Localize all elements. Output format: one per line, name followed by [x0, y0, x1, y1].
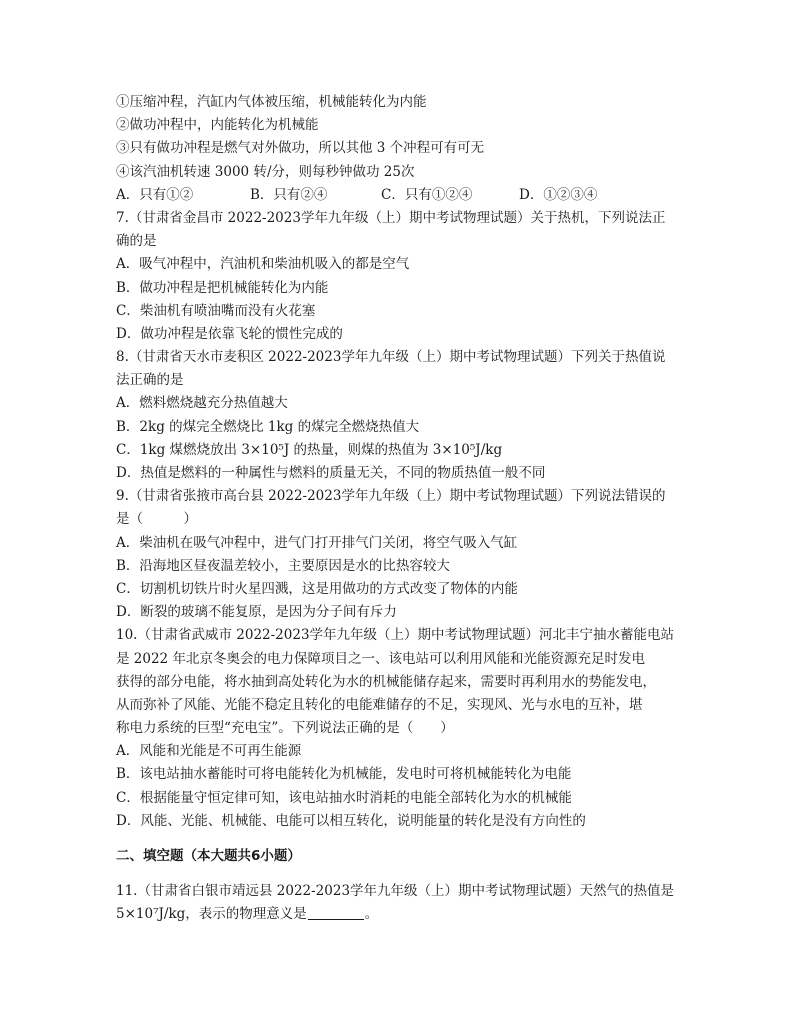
q6-statement-2: ②做功冲程中，内能转化为机械能: [116, 117, 319, 134]
q8-option-b: B．2kg 的煤完全燃烧比 1kg 的煤完全燃烧热值大: [116, 418, 420, 435]
q9-stem-line-2: 是（ ）: [116, 511, 197, 528]
question-9: [116, 485, 676, 624]
q10-option-d: D．风能、光能、机械能、电能可以相互转化，说明能量的转化是没有方向性的: [116, 812, 586, 829]
q9-option-b: B．沿海地区昼夜温差较小，主要原因是水的比热容较大: [116, 557, 450, 574]
question-7: [116, 207, 676, 346]
q6-option-c: C．只有①②④: [381, 186, 473, 203]
question-content: [116, 91, 676, 926]
q10-stem-line-4: 从而弥补了风能、光能不稳定且转化的电能难储存的不足，实现风、光与水电的互补，堪: [116, 696, 643, 713]
q11-stem-line-1: 11.（甘肃省白银市靖远县 2022-2023学年九年级（上）期中考试物理试题）天然气的热值是: [116, 883, 675, 899]
question-6: [116, 91, 676, 207]
q9-stem-line-1: 9.（甘肃省张掖市高台县 2022-2023学年九年级（上）期中考试物理试题）下列说法错误的: [116, 488, 666, 505]
q8-option-c: C．1kg 煤燃烧放出 3×10⁵J 的热量，则煤的热值为 3×10⁵J/kg: [116, 441, 503, 458]
q6-option-a: A．只有①②: [116, 186, 194, 203]
q8-option-d: D．热值是燃料的一种属性与燃料的质量无关，不同的物质热值一般不同: [116, 465, 546, 481]
q11-stem-end: 。: [364, 906, 379, 923]
q6-option-d: D．①②③④: [519, 186, 598, 203]
q8-stem-line-1: 8.（甘肃省天水市麦积区 2022-2023学年九年级（上）期中考试物理试题）下列关于热值说: [116, 349, 666, 366]
q10-stem-line-3: 获得的部分电能，将水抽到高处转化为水的机械能储存起来，需要时再利用水的势能发电，: [116, 673, 656, 690]
q10-stem-line-2: 是 2022 年北京冬奥会的电力保障项目之一、该电站可以利用风能和光能资源充足时发电: [116, 650, 645, 667]
q10-option-a: A．风能和光能是不可再生能源: [116, 743, 302, 760]
q9-option-d: D．断裂的玻璃不能复原，是因为分子间有斥力: [116, 604, 397, 621]
q9-option-a: A．柴油机在吸气冲程中，进气门打开排气门关闭，将空气吸入气缸: [116, 534, 518, 551]
q11-answer-blank[interactable]: [308, 905, 364, 920]
q8-stem-line-2: 法正确的是: [116, 372, 184, 389]
q10-stem-line-5: 称电力系统的巨型“充电宝”。下列说法正确的是（ ）: [116, 720, 454, 737]
q11-stem-text: 5×10⁷J/kg，表示的物理意义是: [116, 906, 307, 923]
q9-option-c: C．切割机切铁片时火星四溅，这是用做功的方式改变了物体的内能: [116, 580, 518, 597]
q10-stem-line-1: 10.（甘肃省武威市 2022-2023学年九年级（上）期中考试物理试题）河北丰宁抽水蓄能电站: [116, 627, 675, 644]
question-10: [116, 624, 676, 833]
question-11: [116, 880, 676, 926]
q7-option-c: C．柴油机有喷油嘴而没有火花塞: [116, 302, 316, 319]
question-8: [116, 346, 676, 485]
q10-option-b: B．该电站抽水蓄能时可将电能转化为机械能，发电时可将机械能转化为电能: [116, 766, 572, 783]
q6-option-b: B．只有②④: [250, 186, 328, 203]
q8-option-a: A．燃料燃烧越充分热值越大: [116, 395, 288, 412]
q6-statement-3: ③只有做功冲程是燃气对外做功，所以其他 3 个冲程可有可无: [116, 140, 485, 157]
q7-option-b: B．做功冲程是把机械能转化为内能: [116, 279, 329, 296]
q10-option-c: C．根据能量守恒定律可知，该电站抽水时消耗的电能全部转化为水的机械能: [116, 789, 572, 806]
q7-stem-line-2: 确的是: [116, 233, 157, 250]
q7-stem-line-1: 7.（甘肃省金昌市 2022-2023学年九年级（上）期中考试物理试题）关于热机，下列说法正: [116, 209, 666, 226]
q6-options: [116, 184, 676, 207]
q6-statement-4: ④该汽油机转速 3000 转/分，则每秒钟做功 25次: [116, 163, 415, 180]
q11-stem-line-2: [116, 903, 676, 926]
q7-option-a: A．吸气冲程中，汽油机和柴油机吸入的都是空气: [116, 256, 410, 273]
q6-statement-1: ①压缩冲程，汽缸内气体被压缩，机械能转化为内能: [116, 94, 427, 110]
q7-option-d: D．做功冲程是依靠飞轮的惯性完成的: [116, 325, 343, 342]
section-2-title: 二、填空题（本大题共6小题）: [116, 848, 301, 864]
